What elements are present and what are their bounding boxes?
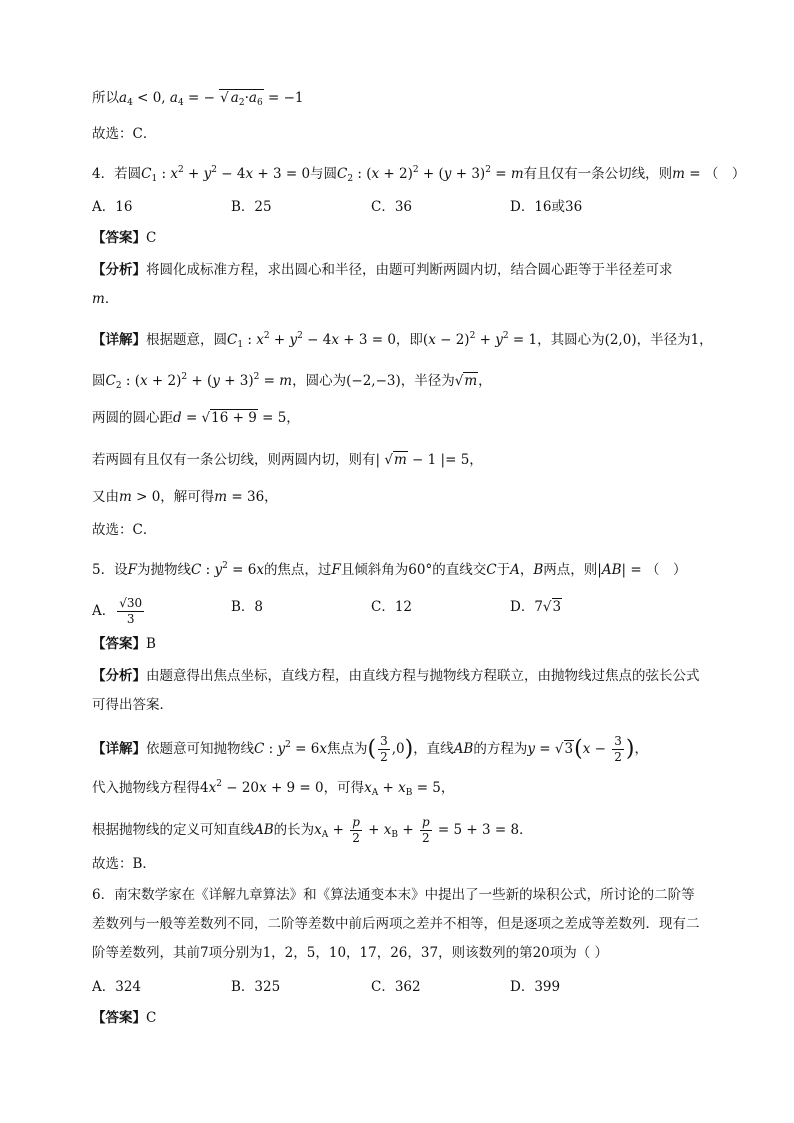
- q4-option-b: B．25: [231, 199, 272, 215]
- q4-detail-2: 圆$C_2$ : $(x + 2)^2 + (y + 3)^2 = m$，圆心为(−2,−3)，半径为√m，: [92, 372, 492, 391]
- select-line: 故选：C．: [92, 126, 157, 142]
- question-5: 5．设F为抛物线C : $y^2 = 6x$的焦点，过F且倾斜角为60°的直线交C于A，B两点，则|AB| = （ ）: [92, 561, 687, 578]
- q6-option-a: A．324: [92, 979, 142, 995]
- detail-tag: 【详解】: [92, 741, 146, 757]
- q4-option-c: C．36: [371, 199, 413, 215]
- q5-option-c: C．12: [371, 599, 413, 615]
- q4-detail-1: 【详解】根据题意，圆$C_1$ : $x^2 + y^2 - 4x + 3 = 0$，即$(x - 2)^2 + y^2 = 1$，其圆心为(2,0)，半径为1，: [92, 331, 713, 350]
- q4-option-d: D．16或36: [510, 199, 583, 215]
- q5-detail-3: 根据抛物线的定义可知直线AB的长为$x_A$ + $\frac{p}{2}$ + $x_B$ + $\frac{p}{2}$ = 5 + 3 = 8．: [92, 815, 533, 845]
- q4-detail-4: 若两圆有且仅有一条公切线，则两圆内切，则有| √m − 1 |= 5，: [92, 452, 483, 468]
- question-6: 6．南宋数学家在《详解九章算法》和《算法通变本末》中提出了一些新的垛积公式，所讨论的二阶等差数列与一般等差数列不同，二阶等差数中前后两项之差并不相等，但是逐项之差成等差数列．现有二阶等差数列，其前7项分别为1，2，5，10，17，26，37，则该数列的第20项为（ ）: [92, 887, 700, 961]
- answer-tag: 【答案】: [92, 1010, 146, 1026]
- q6-option-b: B．325: [231, 979, 281, 995]
- q4-detail-3: 两圆的圆心距d = √16 + 9 = 5，: [92, 410, 300, 426]
- conclusion-line: 所以$a_4 < 0$, $a_4$ = − √ $a_2\cdot a_6 = -1$: [92, 90, 304, 108]
- answer-value: B: [146, 636, 156, 652]
- answer-value: C: [146, 1010, 157, 1026]
- q5-detail-1: 【详解】依题意可知抛物线C : $y^2 = 6x$焦点为( $\frac{3}{2}$ ,0)，直线AB的方程为y = √3(x − $\frac{3}{2}$ )，: [92, 734, 648, 764]
- analysis-tag: 【分析】: [92, 668, 146, 684]
- q5-answer: [92, 634, 156, 654]
- q5-option-b: B．8: [231, 599, 264, 615]
- answer-tag: 【答案】: [92, 636, 146, 652]
- q5-select: 故选：B．: [92, 856, 156, 872]
- answer-value: C: [146, 230, 157, 246]
- q6-option-c: C．362: [371, 979, 421, 995]
- answer-tag: 【答案】: [92, 230, 146, 246]
- detail-tag: 【详解】: [92, 332, 146, 348]
- q6-option-d: D．399: [510, 979, 561, 995]
- q4-answer: [92, 228, 156, 248]
- analysis-tag: 【分析】: [92, 262, 146, 278]
- q4-select: 故选：C．: [92, 522, 157, 538]
- q5-option-d: D．7√3: [510, 599, 562, 615]
- q4-option-a: A．16: [92, 199, 133, 215]
- question-4: 4．若圆$C_1$ : $x^2 + y^2 - 4x + 3 = 0$与圆$C_2$ : $(x + 2)^2 + (y + 3)^2 = m$有且仅有一条公切线，则m = （ ）: [92, 165, 746, 184]
- q5-analysis: 【分析】由题意得出焦点坐标，直线方程，由直线方程与抛物线方程联立，由抛物线过焦点的弦长公式可得出答案．: [92, 668, 700, 713]
- q5-option-a: A． $\frac{√30}{3}$: [92, 596, 143, 626]
- q4-analysis: 【分析】将圆化成标准方程，求出圆心和半径，由题可判断两圆内切，结合圆心距等于半径差可求 m．: [92, 262, 673, 307]
- q4-detail-5: 又由m > 0，解可得m = 36，: [92, 489, 278, 505]
- q6-answer: [92, 1008, 156, 1028]
- q5-detail-2: 代入抛物线方程得$4x^2 - 20x + 9 = 0$，可得$x_A + x_B = 5$，: [92, 779, 455, 798]
